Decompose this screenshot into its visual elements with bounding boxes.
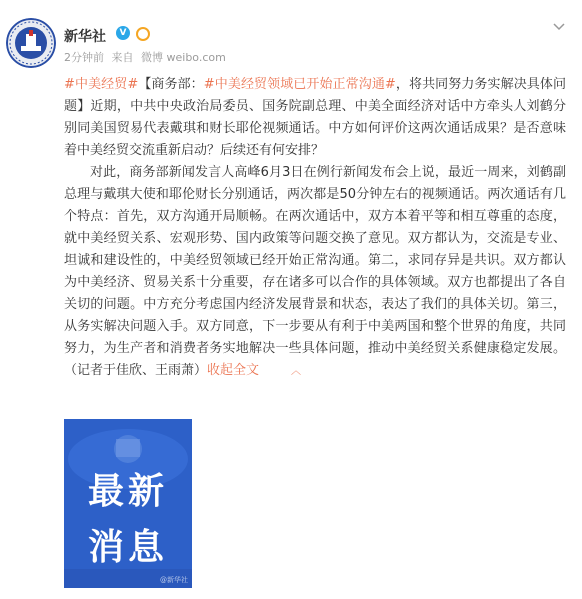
source-prefix: 来自 <box>111 51 134 64</box>
collapse-link[interactable] <box>207 363 301 378</box>
post-meta <box>64 49 230 65</box>
collapse-label[interactable]: 收起全文 <box>207 363 260 378</box>
avatar[interactable] <box>6 18 56 68</box>
author-name[interactable]: 新华社 <box>64 29 106 45</box>
post-paragraph-2 <box>64 162 566 383</box>
image-text-line-2: 消息 <box>87 527 168 568</box>
post-header <box>0 0 582 80</box>
post-content <box>64 74 566 383</box>
more-chevron-icon[interactable] <box>551 20 567 34</box>
topic-tag-1[interactable]: #中美经贸# <box>64 77 139 92</box>
image-watermark: @新华社 <box>160 576 188 584</box>
paragraph-2-text: 对此，商务部新闻发言人高峰6月3日在例行新闻发布会上说，最近一周来，刘鹤副总理与戴琪大使和耶伦财长分别通话，两次都是50分钟左右的视频通话。两次通话有几个特点：首先，双方沟通开局顺畅。在两次通话中，双方本着平等和相互尊重的态度，就中美经贸关系、宏观形势、国内政策等问题交换了意见。双方都认为，交流是专业、坦诚和建设性的，中美经贸领域已经开始正常沟通。第二，求同存异是共识。双方都认为中美经济、贸易关系十分重要，存在诸多可以合作的具体领域。双方也都提出了各自关切的问题。中方充分考虑国内经济发展背景和状态，表达了我们的具体关切。第三，从务实解决问题入手。双方同意，下一步要从有利于中美两国和整个世界的角度，共同努力，为生产者和消费者务实地解决一些具体问题，推动中美经贸关系健康稳定发展。（记者于佳欣、王雨萧） <box>64 165 566 378</box>
avatar-logo-icon <box>6 18 56 68</box>
post-paragraph-1 <box>64 74 566 162</box>
verified-icon: V <box>116 26 130 40</box>
topic-tag-2[interactable]: #中美经贸领域已开始正常沟通# <box>203 77 396 92</box>
post-image[interactable] <box>64 419 192 588</box>
collapse-arrow-icon[interactable]: ︿ <box>291 366 302 377</box>
image-text-line-1: 最新 <box>87 471 168 512</box>
vip-icon <box>136 27 150 41</box>
paragraph-1-text-a: 【商务部： <box>138 77 204 92</box>
paragraph-1-text-b: ，将共同努力务实解决具体问题】近期，中共中央政治局委员、国务院副总理、中美全面经济对话中方牵头人刘鹤分别同美国贸易代表戴琪和财长耶伦视频通话。中方如何评价这两次通话成果？是否意味着中美经贸交流重新启动？后续还有何安排？ <box>64 77 566 158</box>
post-time[interactable]: 2分钟前 <box>64 51 104 64</box>
post-source[interactable]: 微博 weibo.com <box>141 51 226 64</box>
